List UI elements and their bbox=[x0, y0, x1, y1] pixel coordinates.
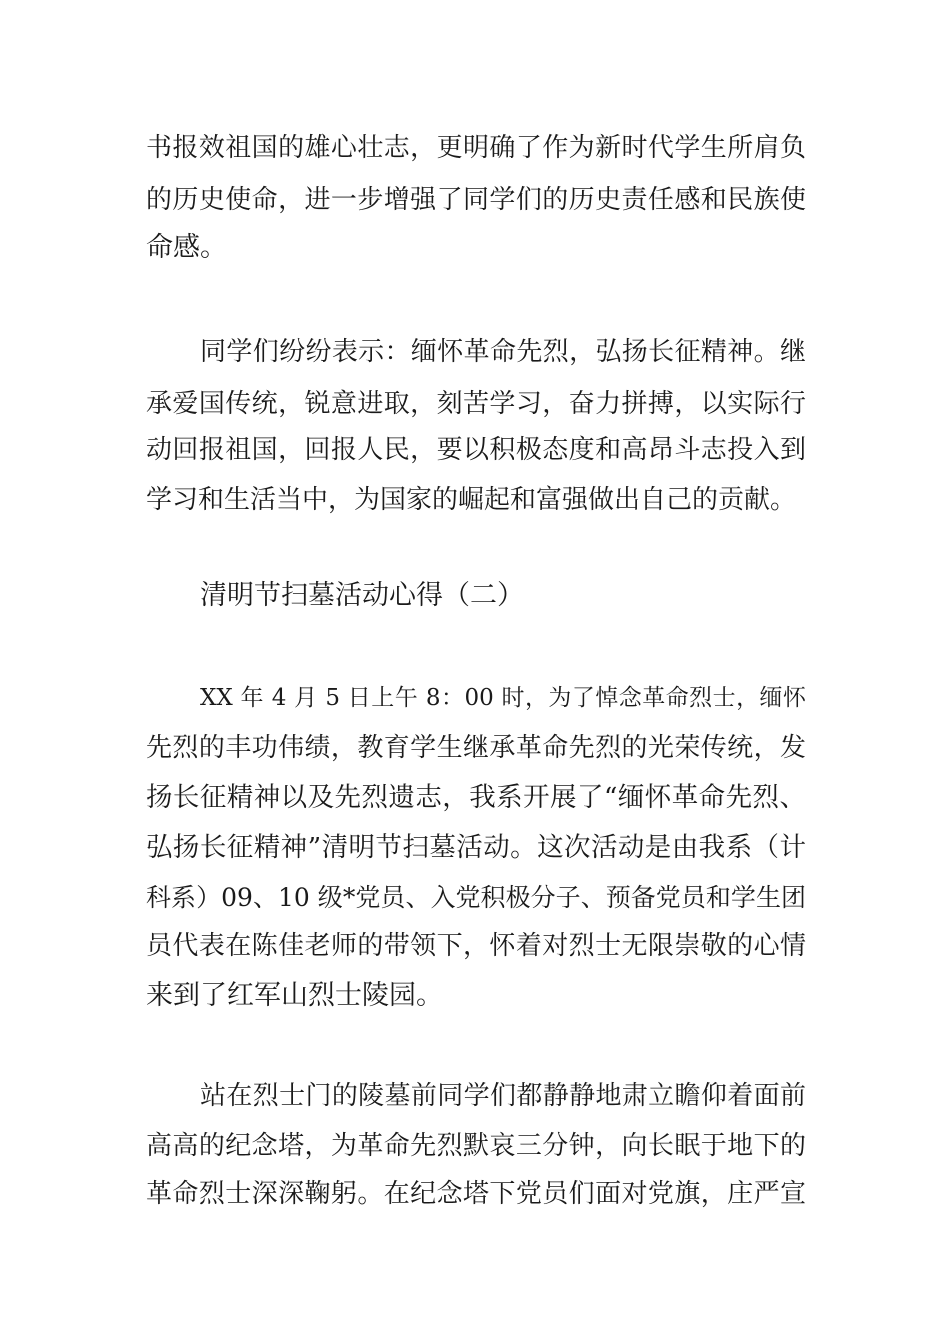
paragraph-3-line-2: 先烈的丰功伟绩，教育学生继承革命先烈的光荣传统，发 bbox=[146, 733, 806, 763]
paragraph-4-line-1: 站在烈士门的陵墓前同学们都静静地肃立瞻仰着面前 bbox=[200, 1081, 806, 1111]
paragraph-2-line-1: 同学们纷纷表示：缅怀革命先烈，弘扬长征精神。继 bbox=[200, 337, 806, 367]
section-heading: 清明节扫墓活动心得（二） bbox=[200, 580, 524, 611]
paragraph-2-line-2: 承爱国传统，锐意进取，刻苦学习，奋力拼搏，以实际行 bbox=[146, 389, 806, 419]
paragraph-4-line-3: 革命烈士深深鞠躬。在纪念塔下党员们面对党旗，庄严宣 bbox=[146, 1179, 806, 1209]
paragraph-3-line-1: XX 年 4 月 5 日上午 8：00 时，为了悼念革命烈士，缅怀 bbox=[200, 685, 806, 711]
paragraph-3-line-6: 员代表在陈佳老师的带领下，怀着对烈士无限崇敬的心情 bbox=[146, 931, 806, 961]
paragraph-3-line-4: 弘扬长征精神”清明节扫墓活动。这次活动是由我系（计 bbox=[146, 832, 806, 863]
paragraph-1-line-2: 的历史使命，进一步增强了同学们的历史责任感和民族使 bbox=[146, 185, 806, 215]
paragraph-1-line-1: 书报效祖国的雄心壮志，更明确了作为新时代学生所肩负 bbox=[146, 133, 806, 163]
paragraph-3-line-7: 来到了红军山烈士陵园。 bbox=[146, 980, 443, 1011]
paragraph-3-line-3: 扬长征精神以及先烈遗志，我系开展了“缅怀革命先烈、 bbox=[146, 782, 806, 813]
paragraph-2-line-3: 动回报祖国，回报人民，要以积极态度和高昂斗志投入到 bbox=[146, 435, 806, 465]
paragraph-3-line-5: 科系）09、10 级*党员、入党积极分子、预备党员和学生团 bbox=[146, 883, 806, 912]
paragraph-2-line-4: 学习和生活当中，为国家的崛起和富强做出自己的贡献。 bbox=[146, 485, 797, 515]
paragraph-1-line-3: 命感。 bbox=[146, 232, 227, 263]
paragraph-4-line-2: 高高的纪念塔，为革命先烈默哀三分钟，向长眠于地下的 bbox=[146, 1131, 806, 1161]
